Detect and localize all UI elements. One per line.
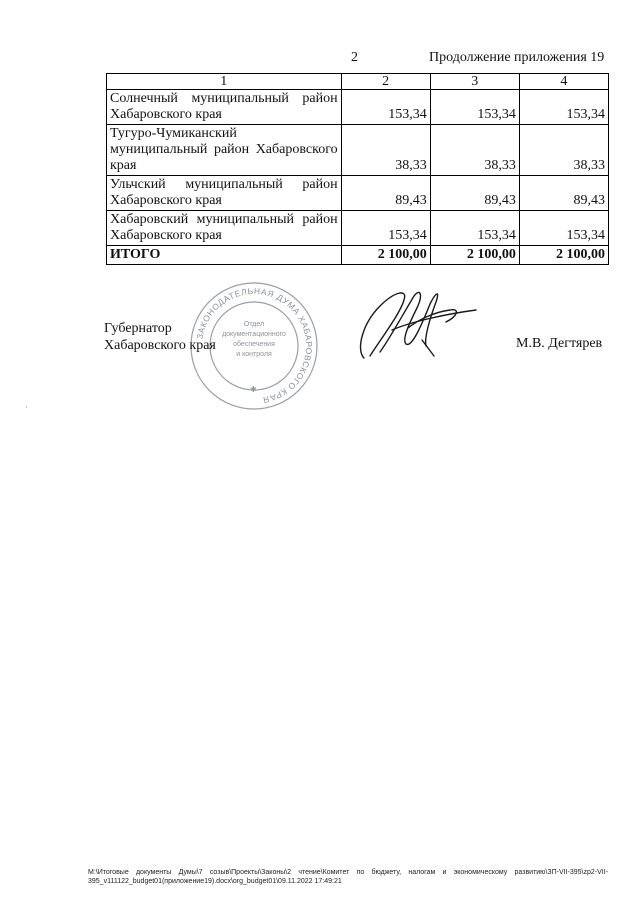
- signatory-title-line: Хабаровского края: [104, 338, 216, 353]
- stamp-center-line: и контроля: [236, 351, 272, 358]
- value-cell: 153,34: [430, 90, 519, 125]
- district-name: Хабаровский муниципальный район Хабаровского края: [107, 211, 342, 246]
- allocation-table: [106, 73, 609, 265]
- appendix-continuation: Продолжение приложения 19: [429, 50, 605, 65]
- column-header: 4: [519, 74, 608, 90]
- value-cell: 153,34: [341, 211, 430, 246]
- column-header: 3: [430, 74, 519, 90]
- value-cell: 153,34: [341, 90, 430, 125]
- table-row: [107, 176, 609, 211]
- star-icon: ✱: [250, 385, 257, 394]
- page-number: 2: [351, 50, 358, 65]
- total-value: 2 100,00: [430, 246, 519, 265]
- stamp-ring-text: ЗАКОНОДАТЕЛЬНАЯ ДУМА ХАБАРОВСКОГО КРАЯ: [194, 285, 315, 406]
- column-header: 1: [107, 74, 342, 90]
- value-cell: 153,34: [519, 211, 608, 246]
- district-name: Тугуро-Чумиканский муниципальный район Хабаровского края: [107, 125, 342, 176]
- signatory-title-line: Губернатор: [104, 321, 172, 336]
- table-header-row: [107, 74, 609, 90]
- value-cell: 153,34: [430, 211, 519, 246]
- stamp-center-line: документационного: [222, 331, 286, 338]
- table-row: [107, 211, 609, 246]
- scan-speck: [26, 406, 27, 408]
- table-row: [107, 90, 609, 125]
- total-value: 2 100,00: [341, 246, 430, 265]
- total-value: 2 100,00: [519, 246, 608, 265]
- total-row: [107, 246, 609, 265]
- signatory-name: М.В. Дегтярев: [516, 336, 603, 351]
- district-name: Солнечный муниципальный район Хабаровского края: [107, 90, 342, 125]
- district-name: Ульчский муниципальный район Хабаровского края: [107, 176, 342, 211]
- value-cell: 38,33: [341, 125, 430, 176]
- stamp-center-line: обеспечения: [233, 341, 275, 348]
- column-header: 2: [341, 74, 430, 90]
- value-cell: 89,43: [430, 176, 519, 211]
- value-cell: 38,33: [430, 125, 519, 176]
- value-cell: 153,34: [519, 90, 608, 125]
- document-path-footer: M:\Итоговые документы Думы\7 созыв\Проекты\Законы\2 чтение\Комитет по бюджету, налогам и экономическому развитию\ЗП-VII-395\zp2-VII-395_v111122_budget01(приложение19).docx\org_budget01\09.11.2022 17:49:21: [88, 869, 608, 885]
- value-cell: 89,43: [519, 176, 608, 211]
- stamp-center-line: Отдел: [243, 321, 265, 328]
- total-label: ИТОГО: [107, 246, 342, 265]
- value-cell: 38,33: [519, 125, 608, 176]
- handwritten-signature: [350, 280, 482, 370]
- signatory-title: [104, 320, 216, 354]
- value-cell: 89,43: [341, 176, 430, 211]
- table-row: [107, 125, 609, 176]
